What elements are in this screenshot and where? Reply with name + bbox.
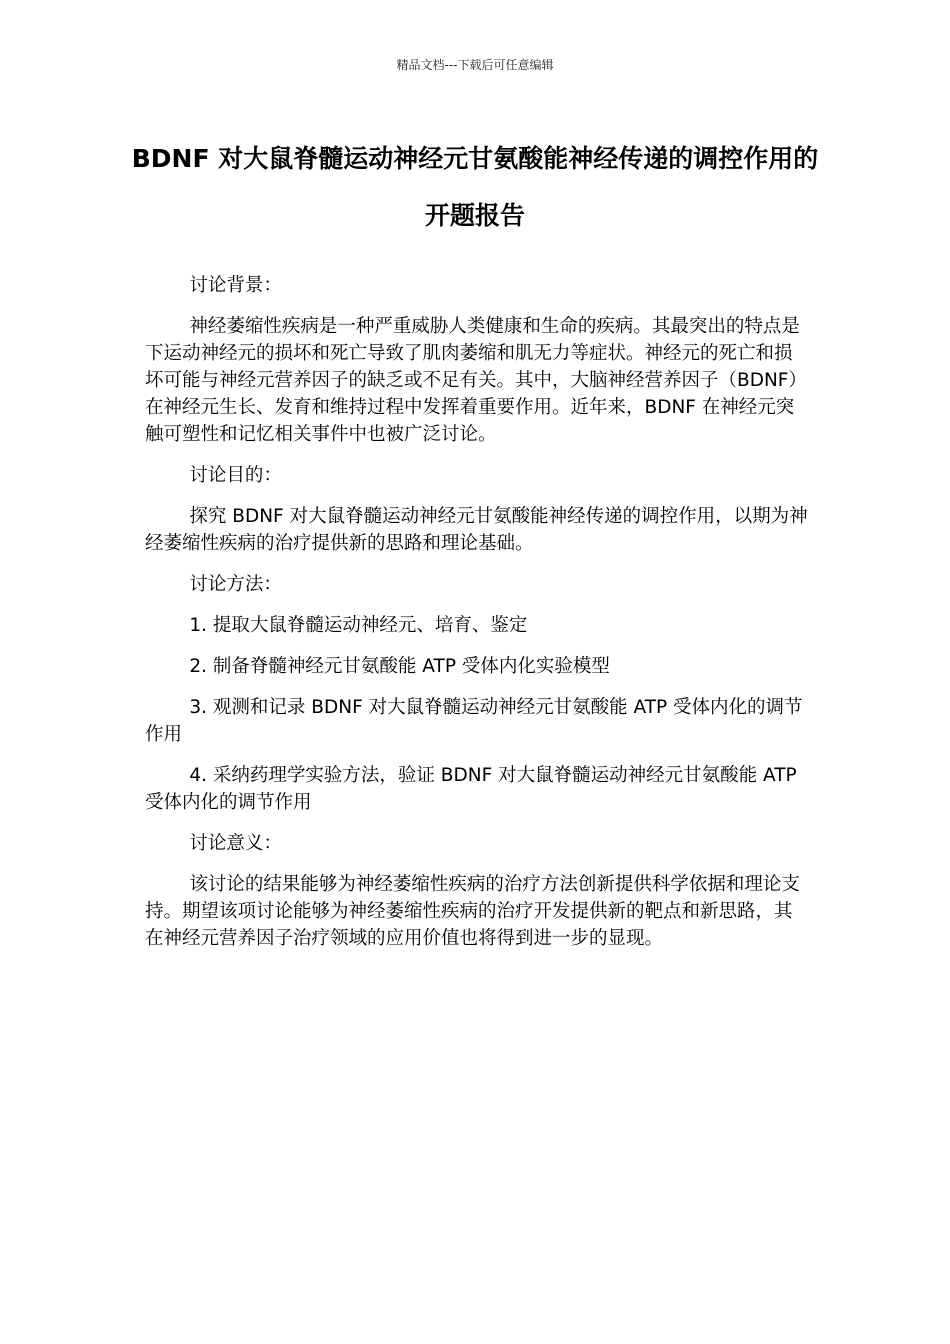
background-heading: 讨论背景： [189,275,282,296]
document-body [145,272,810,966]
method-item-2: 2. 制备脊髓神经元甘氨酸能 ATP 受体内化实验模型 [189,656,610,677]
background-paragraph: 神经萎缩性疾病是一种严重威胁人类健康和生命的疾病。其最突出的特点是下运动神经元的损坏和死亡导致了肌肉萎缩和肌无力等症状。神经元的死亡和损坏可能与神经元营养因子的缺乏或不足有关。其中，大脑神经营养因子（BDNF）在神经元生长、发育和维持过程中发挥着重要作用。近年来，BDNF 在神经元突触可塑性和记忆相关事件中也被广泛讨论。 [145,316,807,445]
page-header-note: 精品文档---下载后可任意编辑 [396,58,554,72]
method-item-3: 3. 观测和记录 BDNF 对大鼠脊髓运动神经元甘氨酸能 ATP 受体内化的调节作用 [145,697,803,745]
significance-heading: 讨论意义： [189,833,282,854]
document-title: BDNF 对大鼠脊髓运动神经元甘氨酸能神经传递的调控作用的开题报告 [131,144,819,230]
significance-paragraph: 该讨论的结果能够为神经萎缩性疾病的治疗方法创新提供科学依据和理论支持。期望该项讨论能够为神经萎缩性疾病的治疗开发提供新的靶点和新思路，其在神经元营养因子治疗领域的应用价值也将得到进一步的显现。 [145,874,800,949]
methods-heading: 讨论方法： [189,574,282,595]
purpose-paragraph: 探究 BDNF 对大鼠脊髓运动神经元甘氨酸能神经传递的调控作用，以期为神经萎缩性疾病的治疗提供新的思路和理论基础。 [145,506,808,554]
purpose-heading: 讨论目的： [189,465,282,486]
method-item-4: 4. 采纳药理学实验方法，验证 BDNF 对大鼠脊髓运动神经元甘氨酸能 ATP 受体内化的调节作用 [145,765,797,813]
method-item-1: 1. 提取大鼠脊髓运动神经元、培育、鉴定 [189,615,528,636]
